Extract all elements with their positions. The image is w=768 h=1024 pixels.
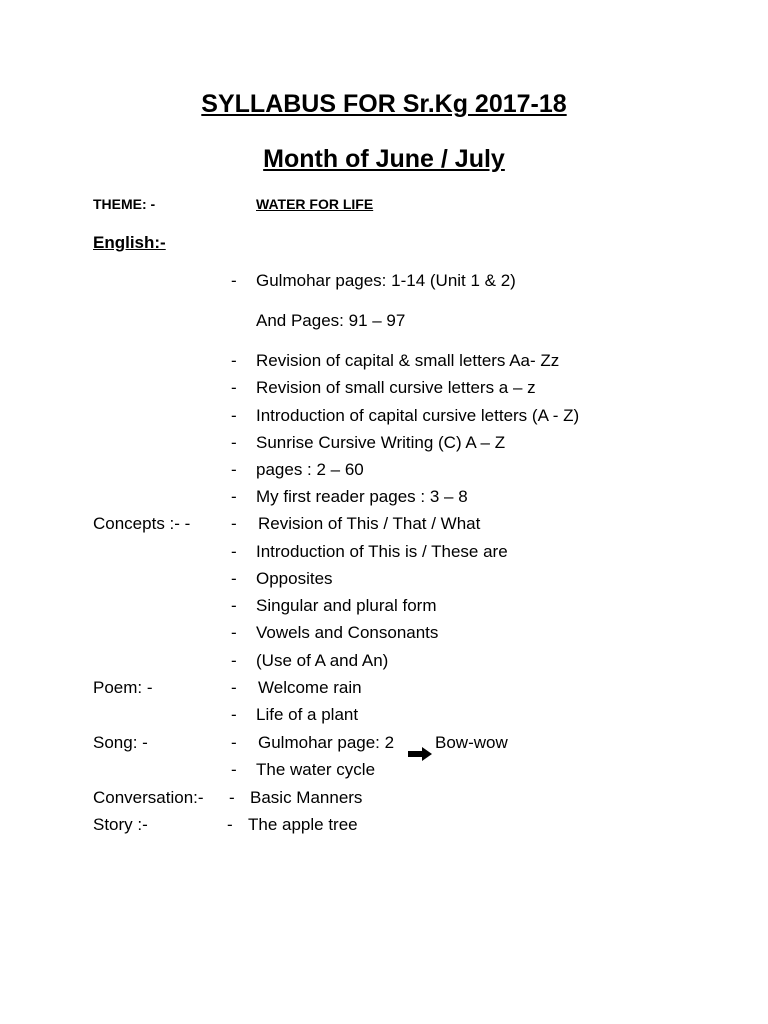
list-item: Bow-wow [435, 733, 508, 752]
story-label: Story :- [93, 815, 148, 834]
list-dash: - [231, 705, 237, 724]
list-dash: - [231, 487, 237, 506]
right-arrow-icon [408, 747, 432, 761]
list-dash: - [231, 378, 237, 397]
list-item: Basic Manners [250, 788, 363, 807]
list-dash: - [227, 815, 233, 834]
list-dash: - [231, 460, 237, 479]
list-dash: - [231, 733, 237, 752]
list-item: (Use of A and An) [256, 651, 389, 670]
song-label: Song: - [93, 733, 148, 752]
list-item: Singular and plural form [256, 596, 437, 615]
list-dash: - [231, 351, 237, 370]
list-item: Opposites [256, 569, 333, 588]
poem-label: Poem: - [93, 678, 153, 697]
list-item: Welcome rain [258, 678, 362, 697]
list-dash: - [231, 760, 237, 779]
list-dash: - [231, 651, 237, 670]
list-item: My first reader pages : 3 – 8 [256, 487, 468, 506]
list-dash: - [231, 569, 237, 588]
english-gulmohar: Gulmohar pages: 1-14 (Unit 1 & 2) [256, 271, 516, 290]
list-item: Sunrise Cursive Writing (C) A – Z [256, 433, 506, 452]
list-item: Life of a plant [256, 705, 359, 724]
list-dash: - [231, 514, 237, 533]
list-item: Vowels and Consonants [256, 623, 439, 642]
list-dash: - [231, 596, 237, 615]
list-item: Revision of small cursive letters a – z [256, 378, 536, 397]
page-title: SYLLABUS FOR Sr.Kg 2017-18 [201, 90, 567, 118]
list-dash: - [231, 406, 237, 425]
list-dash: - [231, 623, 237, 642]
theme-label: THEME: - [93, 196, 156, 212]
page-subtitle: Month of June / July [263, 145, 505, 173]
concepts-label: Concepts :- - [93, 514, 191, 533]
list-dash: - [231, 271, 237, 290]
list-item: Gulmohar page: 2 [258, 733, 395, 752]
list-item: pages : 2 – 60 [256, 460, 364, 479]
list-item: The apple tree [248, 815, 358, 834]
conversation-label: Conversation:- [93, 788, 204, 807]
list-dash: - [231, 542, 237, 561]
english-and-pages: And Pages: 91 – 97 [256, 311, 406, 330]
list-item: Revision of capital & small letters Aa- Zz [256, 351, 560, 370]
theme-value: WATER FOR LIFE [256, 196, 374, 212]
list-dash: - [231, 678, 237, 697]
list-item: Revision of This / That / What [258, 514, 481, 533]
list-dash: - [231, 433, 237, 452]
list-item: The water cycle [256, 760, 376, 779]
list-item: Introduction of capital cursive letters (A - Z) [256, 406, 580, 425]
list-item: Introduction of This is / These are [256, 542, 508, 561]
list-dash: - [229, 788, 235, 807]
english-heading: English:- [93, 233, 166, 252]
